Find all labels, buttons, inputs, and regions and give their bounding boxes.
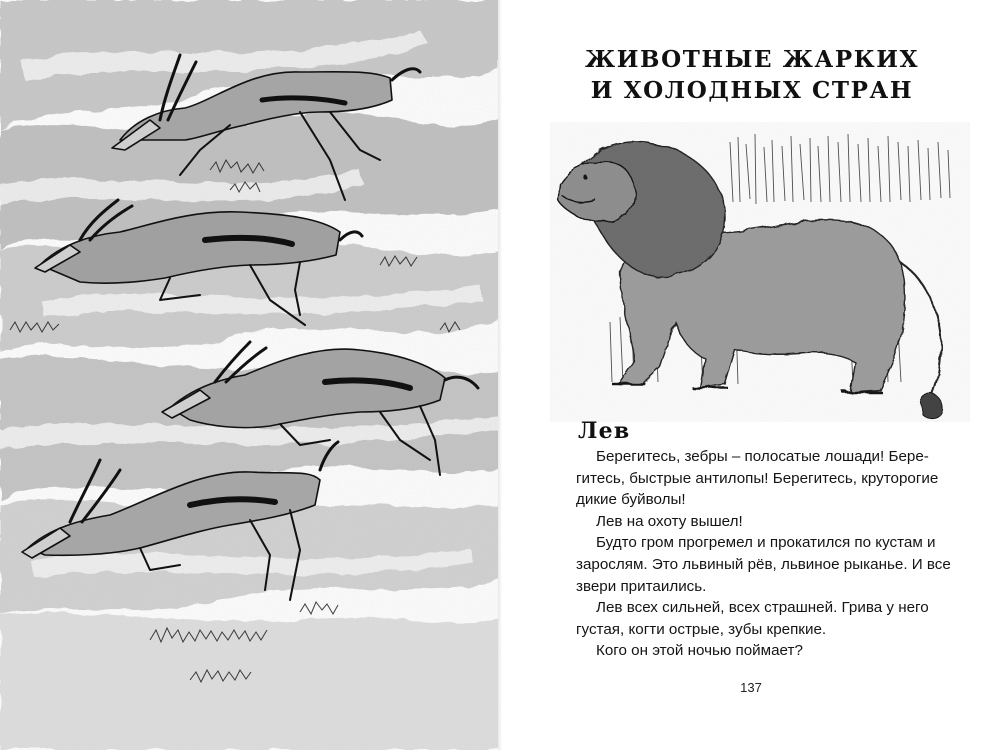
lion-illustration: [550, 122, 970, 422]
paragraph: Будто гром прогремел и прокатился по кустам и зарослям. Это львиный рёв, львиное рыканье. И все звери притаились.: [576, 534, 951, 595]
chapter-title-line-1: ЖИВОТНЫЕ ЖАРКИХ: [584, 46, 920, 73]
right-page: [502, 0, 1000, 750]
story-text: [576, 446, 958, 662]
paragraph: Лев на охоту вышел!: [596, 512, 743, 530]
story-heading: Лев: [578, 418, 631, 444]
chapter-title: [562, 44, 942, 106]
paragraph: Лев всех сильней, всех страшней. Грива у него густая, когти острые, зубы крепкие.: [576, 599, 929, 638]
page-number: 137: [740, 680, 762, 695]
chapter-title-line-2: И ХОЛОДНЫХ СТРАН: [590, 77, 914, 104]
paragraph: Берегитесь, зебры – полосатые лошади! Берегитесь, быстрые антилопы! Берегитесь, круторогие дикие буйволы!: [576, 448, 939, 509]
paragraph: Кого он этой ночью поймает?: [596, 642, 803, 660]
